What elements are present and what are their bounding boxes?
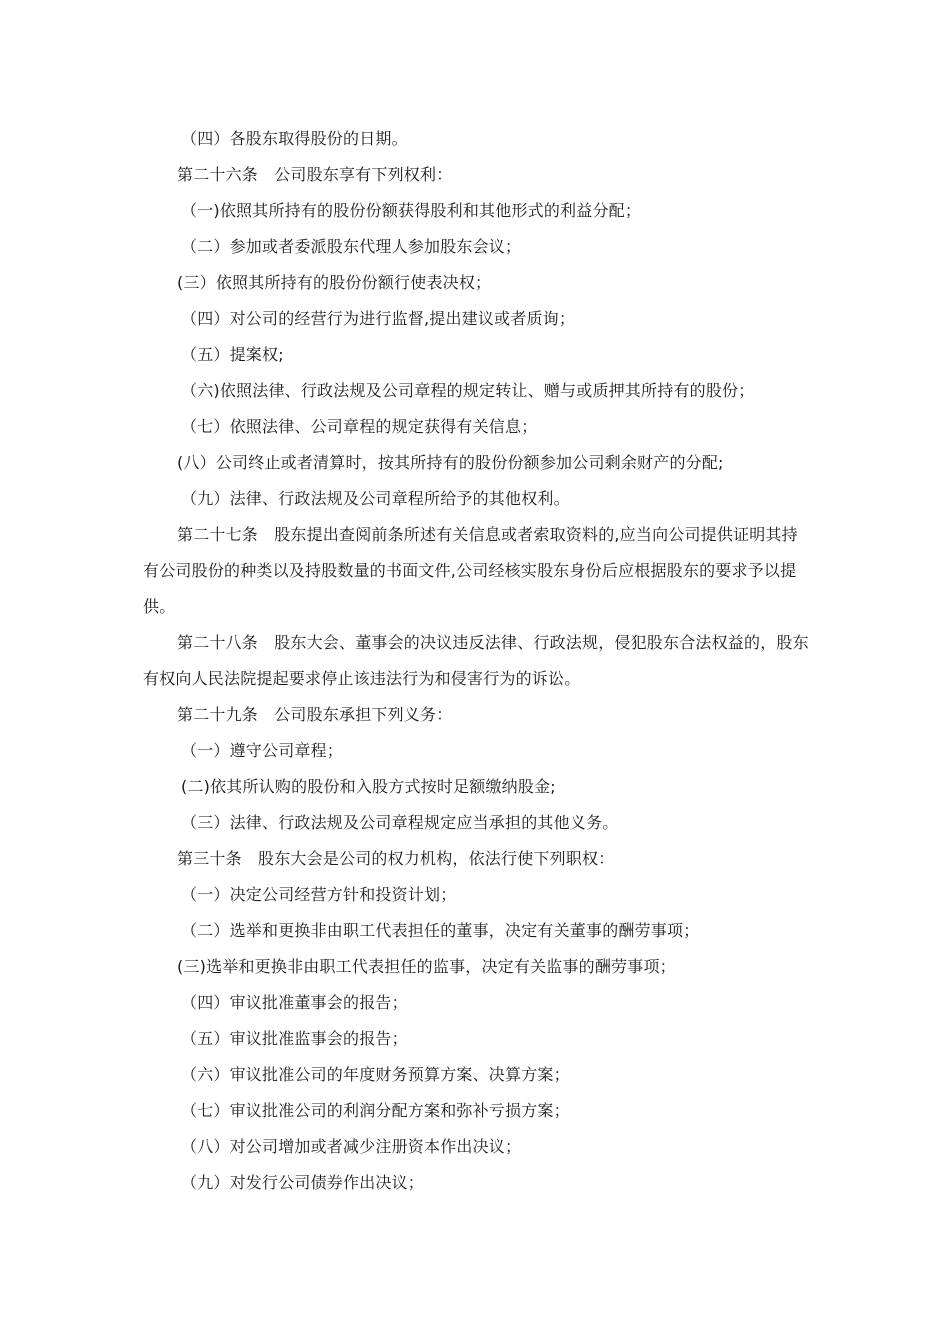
paragraph-line: (二)依其所认购的股份和入股方式按时足额缴纳股金; [181, 777, 556, 796]
paragraph-line: (八）公司终止或者清算时，按其所持有的股份份额参加公司剩余财产的分配; [177, 453, 724, 472]
article-27-paragraph: 第二十七条 股东提出查阅前条所述有关信息或者索取资料的,应当向公司提供证明其持有公司股份的种类以及持股数量的书面文件,公司经核实股东身份后应根据股东的要求予以提供。 [143, 525, 798, 616]
paragraph-line: （二）参加或者委派股东代理人参加股东会议； [181, 237, 522, 256]
paragraph-line: （三）法律、行政法规及公司章程规定应当承担的其他义务。 [181, 813, 619, 832]
article-heading-30: 第三十条 股东大会是公司的权力机构，依法行使下列职权： [177, 849, 615, 868]
paragraph-line: （九）法律、行政法规及公司章程所给予的其他权利。 [181, 489, 570, 508]
paragraph-line: （一）决定公司经营方针和投资计划； [181, 885, 457, 904]
paragraph-line: （六)依照法律、行政法规及公司章程的规定转让、赠与或质押其所持有的股份； [181, 381, 755, 400]
paragraph-line: （六）审议批准公司的年度财务预算方案、决算方案； [181, 1065, 570, 1084]
document-body [143, 121, 811, 1201]
article-heading-29: 第二十九条 公司股东承担下列义务： [177, 705, 453, 724]
paragraph-line: （一）遵守公司章程； [181, 741, 344, 760]
paragraph-line: （五）提案权; [181, 345, 284, 364]
article-28-paragraph: 第二十八条 股东大会、董事会的决议违反法律、行政法规，侵犯股东合法权益的，股东有权向人民法院提起要求停止该违法行为和侵害行为的诉讼。 [143, 633, 809, 688]
paragraph-line: （四）对公司的经营行为进行监督,提出建议或者质询； [181, 309, 576, 328]
paragraph-line: (三）依照其所持有的股份份额行使表决权； [177, 273, 492, 292]
paragraph-line: （八）对公司增加或者减少注册资本作出决议； [181, 1137, 522, 1156]
paragraph-line: （二）选举和更换非由职工代表担任的董事，决定有关董事的酬劳事项； [181, 921, 700, 940]
paragraph-line: （四）审议批准董事会的报告； [181, 993, 408, 1012]
paragraph-line: （七）审议批准公司的利润分配方案和弥补亏损方案； [181, 1101, 570, 1120]
paragraph-line: (三)选举和更换非由职工代表担任的监事，决定有关监事的酬劳事项； [177, 957, 676, 976]
paragraph-line: （四）各股东取得股份的日期。 [181, 129, 408, 148]
paragraph-line: （九）对发行公司债券作出决议； [181, 1173, 425, 1192]
paragraph-line: （五）审议批准监事会的报告； [181, 1029, 408, 1048]
article-heading-26: 第二十六条 公司股东享有下列权利： [177, 165, 453, 184]
paragraph-line: （七）依照法律、公司章程的规定获得有关信息； [181, 417, 538, 436]
paragraph-line: （一)依照其所持有的股份份额获得股利和其他形式的利益分配； [181, 201, 642, 220]
